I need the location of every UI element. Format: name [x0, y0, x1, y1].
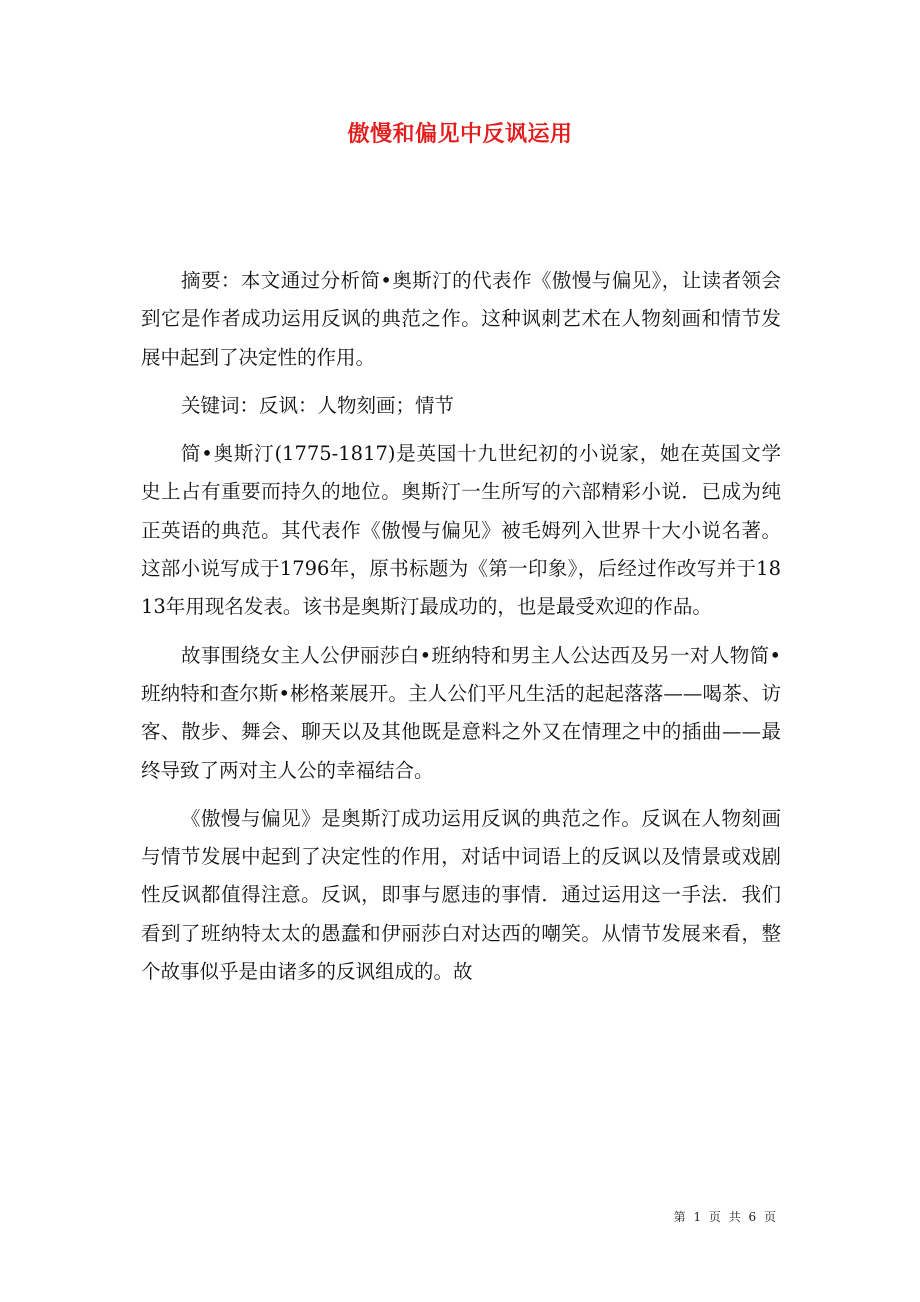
body-paragraph-story: 故事围绕女主人公伊丽莎白•班纳特和男主人公达西及另一对人物简•班纳特和查尔斯•彬格莱展开。主人公们平凡生活的起起落落——喝茶、访客、散步、舞会、聊天以及其他既是意料之外又在情理之中的插曲——最终导致了两对主人公的幸福结合。 [141, 643, 781, 782]
body-paragraph-author: 简•奥斯汀(1775-1817)是英国十九世纪初的小说家，她在英国文学史上占有重要而持久的地位。奥斯汀一生所写的六部精彩小说．已成为纯正英语的典范。其代表作《傲慢与偏见》被毛姆列入世界十大小说名著。这部小说写成于1796年，原书标题为《第一印象》，后经过作改写并于1813年用现名发表。该书是奥斯汀最成功的，也是最受欢迎的作品。 [141, 442, 781, 619]
keywords-paragraph: 关键词：反讽：人物刻画；情节 [181, 393, 455, 417]
document-body [141, 262, 781, 991]
page-number-footer: 第 1 页 共 6 页 [673, 1210, 778, 1224]
abstract-paragraph: 摘要：本文通过分析简•奥斯汀的代表作《傲慢与偏见》，让读者领会到它是作者成功运用反讽的典范之作。这种讽刺艺术在人物刻画和情节发展中起到了决定性的作用。 [141, 269, 781, 369]
body-paragraph-irony: 《傲慢与偏见》是奥斯汀成功运用反讽的典范之作。反讽在人物刻画与情节发展中起到了决定性的作用，对话中词语上的反讽以及情景或戏剧性反讽都值得注意。反讽，即事与愿违的事情．通过运用这一手法．我们看到了班纳特太太的愚蠢和伊丽莎白对达西的嘲笑。从情节发展来看，整个故事似乎是由诸多的反讽组成的。故 [141, 806, 781, 984]
document-title: 傲慢和偏见中反讽运用 [347, 121, 573, 147]
